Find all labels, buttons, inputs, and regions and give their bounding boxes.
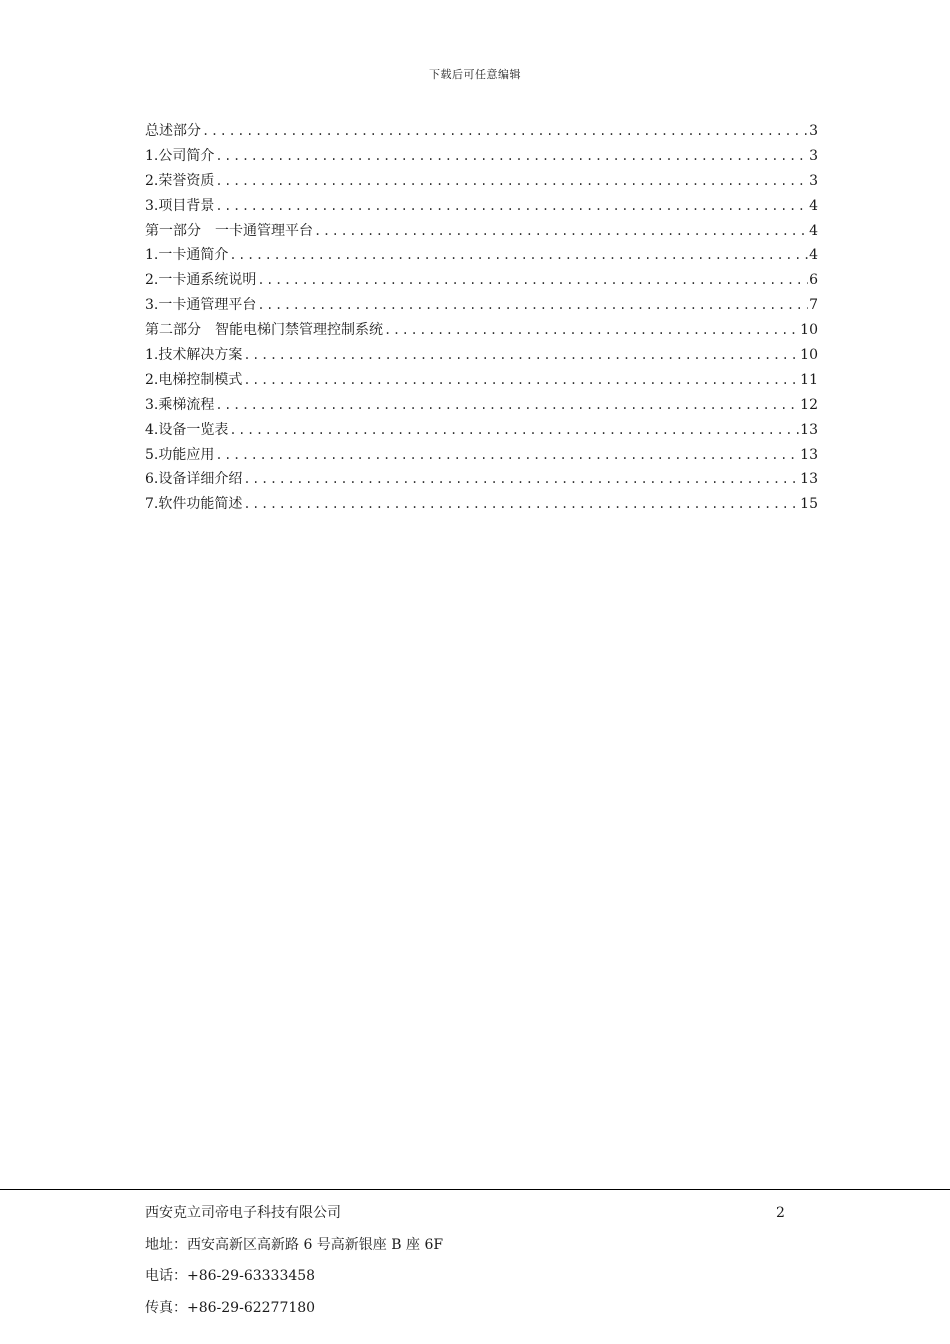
toc-entry-title: 总述部分 [145,122,201,139]
toc-entry[interactable] [145,293,818,318]
toc-dot-leader [243,368,799,393]
footer-company-name: 西安克立司帝电子科技有限公司 [145,1205,341,1221]
toc-entry[interactable] [145,219,818,244]
toc-entry-page: 13 [800,421,818,438]
toc-entry[interactable] [145,268,818,293]
toc-dot-leader [229,418,799,443]
toc-dot-leader [243,492,799,517]
toc-dot-leader [215,144,808,169]
toc-entry-title: 6.设备详细介绍 [145,471,243,488]
toc-dot-leader [215,169,808,194]
toc-dot-leader [384,318,799,343]
toc-entry-page: 4 [809,197,818,214]
toc-entry-page: 7 [809,297,818,314]
toc-entry-page: 13 [800,471,818,488]
toc-entry[interactable] [145,119,818,144]
toc-dot-leader [314,219,808,244]
toc-entry-title: 5.功能应用 [145,446,215,463]
toc-dot-leader [215,194,808,219]
toc-entry-title: 3.一卡通管理平台 [145,297,257,314]
footer-address: 地址：西安高新区高新路 6 号高新银座 B 座 6F [145,1236,444,1253]
toc-entry-title: 7.软件功能简述 [145,496,243,513]
toc-entry-page: 15 [800,496,818,513]
toc-entry-title: 1.技术解决方案 [145,347,243,363]
toc-entry-page: 13 [800,446,818,463]
toc-entry[interactable] [145,467,818,492]
toc-entry[interactable] [145,368,818,393]
toc-entry[interactable] [145,492,818,517]
toc-dot-leader [257,268,808,293]
page-header: 下载后可任意编辑 [429,68,521,81]
page-footer [145,1198,795,1324]
toc-entry-title: 2.一卡通系统说明 [145,272,257,289]
toc-entry-title: 2.荣誉资质 [145,172,215,189]
toc-entry[interactable] [145,393,818,418]
toc-dot-leader [215,393,799,418]
toc-entry[interactable] [145,169,818,194]
toc-entry[interactable] [145,194,818,219]
table-of-contents [145,119,818,517]
toc-entry-title: 2.电梯控制模式 [145,371,243,388]
toc-dot-leader [257,293,808,318]
footer-fax: 传真：+86-29-62277180 [145,1299,316,1316]
toc-entry-page: 3 [809,147,818,164]
toc-entry[interactable] [145,343,818,368]
toc-entry-page: 10 [800,347,818,363]
toc-entry-title: 3.乘梯流程 [145,396,215,413]
toc-entry[interactable] [145,418,818,443]
toc-entry-page: 10 [800,322,818,339]
toc-entry[interactable] [145,243,818,268]
toc-dot-leader [229,243,808,268]
toc-entry-title: 第二部分 智能电梯门禁管理控制系统 [145,322,383,339]
toc-entry-title: 1.公司简介 [145,147,215,164]
toc-entry-page: 3 [809,172,818,189]
toc-entry-page: 4 [809,247,818,264]
toc-entry-title: 1.一卡通简介 [145,247,229,264]
toc-entry-title: 第一部分 一卡通管理平台 [145,222,313,239]
toc-entry-title: 4.设备一览表 [145,421,229,438]
toc-entry-page: 4 [809,222,818,239]
toc-entry[interactable] [145,144,818,169]
toc-dot-leader [243,343,799,368]
toc-entry[interactable] [145,318,818,343]
toc-entry-page: 6 [809,272,818,289]
toc-dot-leader [215,443,799,468]
footer-phone: 电话：+86-29-63333458 [145,1268,316,1284]
toc-dot-leader [243,467,799,492]
footer-page-number: 2 [776,1205,785,1221]
footer-divider [0,1189,950,1190]
toc-dot-leader [202,119,808,144]
toc-entry-page: 3 [809,122,818,139]
toc-entry[interactable] [145,443,818,468]
toc-entry-title: 3.项目背景 [145,197,215,214]
toc-entry-page: 12 [800,396,818,413]
toc-entry-page: 11 [800,371,818,388]
